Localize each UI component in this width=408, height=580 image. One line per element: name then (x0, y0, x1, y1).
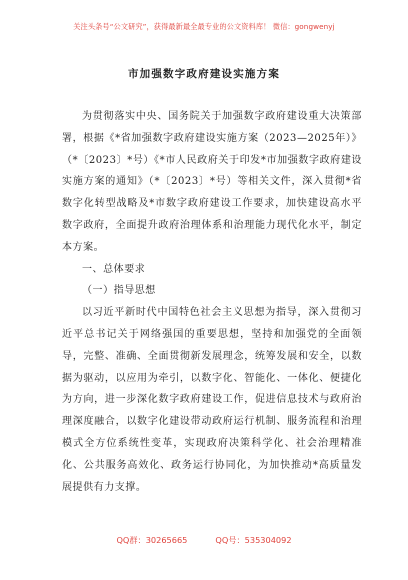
section-heading: 一、总体要求 (82, 263, 146, 275)
qq-number-text: QQ号：535304092 (215, 535, 292, 545)
header-banner: 关注头条号“公文研究”，获得最新最全最专业的公文资料库！ 微信：gongwenyj (73, 22, 335, 31)
guiding-paragraph: 以习近平新时代中国特色社会主义思想为指导，深入贯彻习近平总书记关于网络强国的重要思想，坚持和加强党的全面领导，完整、准确、全面贯彻新发展理念，统筹发展和安全，以数据为驱动，以应用为牵引，以数字化、智能化、一体化、便捷化为方向，进一步深化数字政府建设工作，促进信息技术与政府治理深度融合，以数字化建设带动政府运行机制、服务流程和治理模式全方位系统性变革，实现政府决策科学化、社会治理精准化、公共服务高效化、政务运行协同化，为加快推动*高质量发展提供有力支撑。 (62, 307, 362, 493)
footer-contact (0, 535, 408, 546)
document-title: 市加强数字政府建设实施方案 (127, 68, 281, 80)
intro-paragraph: 为贯彻落实中央、国务院关于加强数字政府建设重大决策部署，根据《*省加强数字政府建设实施方案（2023—2025年）》（*〔2023〕*号）《*市人民政府关于印发*市加强数字政府建设实施方案的通知》（*〔2023〕*号）等相关文件，深入贯彻*省数字化转型战略及*市数字政府建设工作要求，加快建设高水平数字政府，全面提升政府治理体系和治理能力现代化水平，制定本方案。 (62, 111, 362, 253)
sub-heading: （一）指导思想 (82, 285, 156, 297)
document-body (62, 106, 362, 498)
qq-group-text: QQ群：30265665 (116, 535, 188, 545)
